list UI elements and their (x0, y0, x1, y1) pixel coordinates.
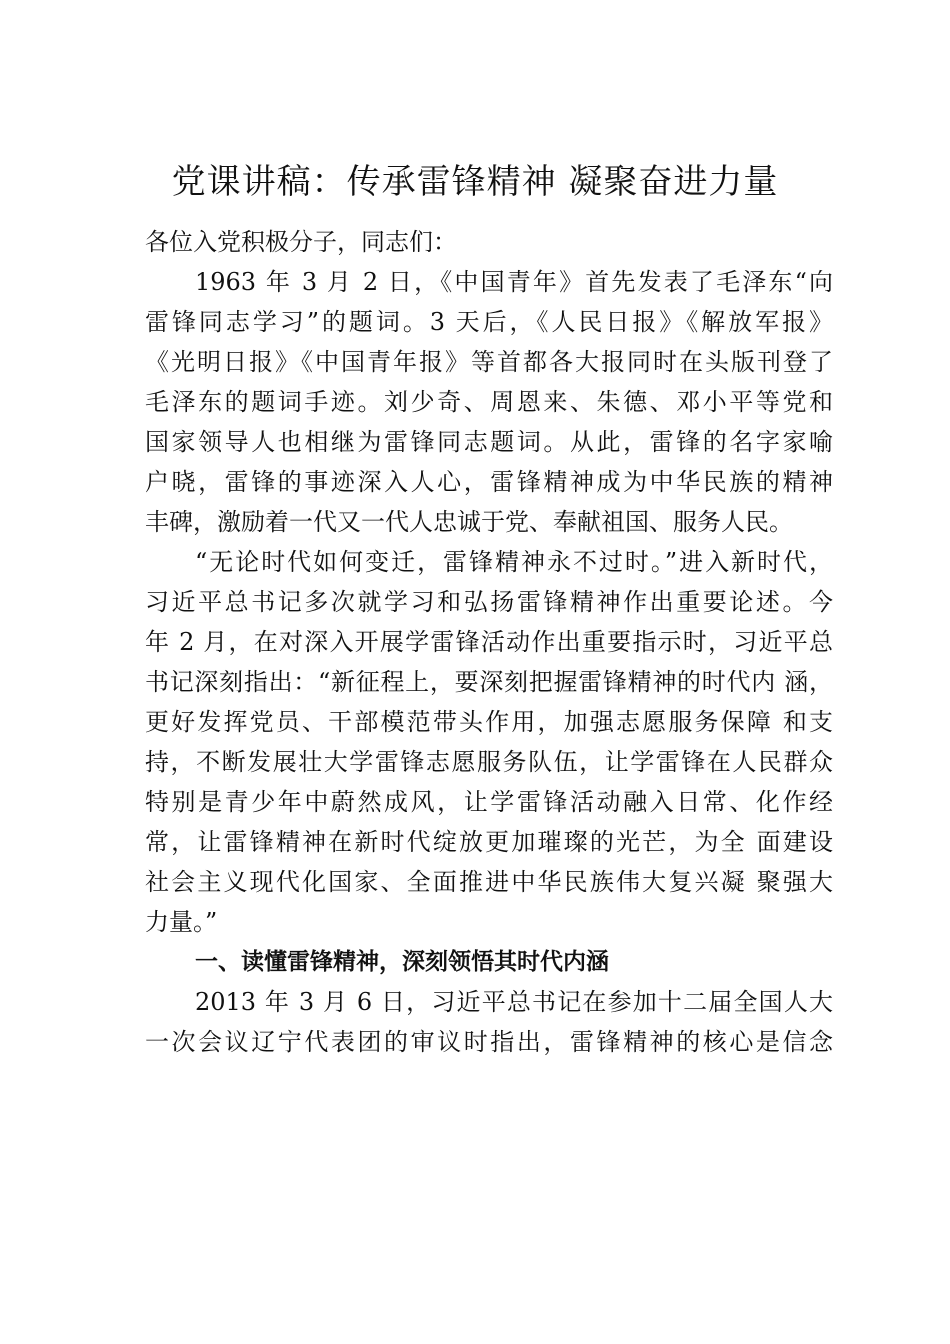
paragraph-2-line-6: 持，不断发展壮大学雷锋志愿服务队伍，让学雷锋在人民群众 (145, 748, 833, 776)
paragraph-1-line-7: 丰碑，激励着一代又一代人忠诚于党、奉献祖国、服务人民。 (145, 508, 793, 536)
document-body (145, 222, 833, 1062)
paragraph-1-line-1: 1963 年 3 月 2 日，《中国青年》首先发表了毛泽东“向 (195, 268, 833, 296)
paragraph-2-line-10: 力量。” (145, 908, 218, 936)
paragraph-1-line-4: 毛泽东的题词手迹。刘少奇、周恩来、朱德、邓小平等党和 (145, 388, 833, 416)
paragraph-2-line-5: 更好发挥党员、干部模范带头作用，加强志愿服务保障 和支 (145, 708, 833, 736)
paragraph-1-line-3: 《光明日报》《中国青年报》等首都各大报同时在头版刊登了 (145, 348, 833, 376)
paragraph-2-line-2: 习近平总书记多次就学习和弘扬雷锋精神作出重要论述。今 (145, 588, 833, 616)
paragraph-1-line-6: 户晓，雷锋的事迹深入人心，雷锋精神成为中华民族的精神 (145, 468, 833, 496)
paragraph-2-line-3: 年 2 月，在对深入开展学雷锋活动作出重要指示时，习近平总 (145, 628, 833, 656)
paragraph-3-line-1: 2013 年 3 月 6 日，习近平总书记在参加十二届全国人大 (195, 988, 833, 1016)
paragraph-2-line-4: 书记深刻指出：“新征程上，要深刻把握雷锋精神的时代内 涵， (145, 668, 833, 696)
document-title: 党课讲稿：传承雷锋精神 凝聚奋进力量 (171, 162, 779, 202)
paragraph-2-line-8: 常，让雷锋精神在新时代绽放更加璀璨的光芒，为全 面建设 (145, 828, 833, 856)
salutation-line: 各位入党积极分子，同志们： (145, 228, 457, 256)
paragraph-3-line-2: 一次会议辽宁代表团的审议时指出，雷锋精神的核心是信念 (145, 1028, 833, 1056)
paragraph-1-line-5: 国家领导人也相继为雷锋同志题词。从此，雷锋的名字家喻 (145, 428, 833, 456)
paragraph-2-line-9: 社会主义现代化国家、全面推进中华民族伟大复兴凝 聚强大 (145, 868, 833, 896)
paragraph-1-line-2: 雷锋同志学习”的题词。3 天后，《人民日报》《解放军报》 (145, 308, 833, 336)
paragraph-2-line-1: “无论时代如何变迁，雷锋精神永不过时。”进入新时代， (195, 548, 833, 576)
paragraph-2-line-7: 特别是青少年中蔚然成风，让学雷锋活动融入日常、化作经 (145, 788, 833, 816)
section-heading-1: 一、读懂雷锋精神，深刻领悟其时代内涵 (195, 949, 609, 975)
